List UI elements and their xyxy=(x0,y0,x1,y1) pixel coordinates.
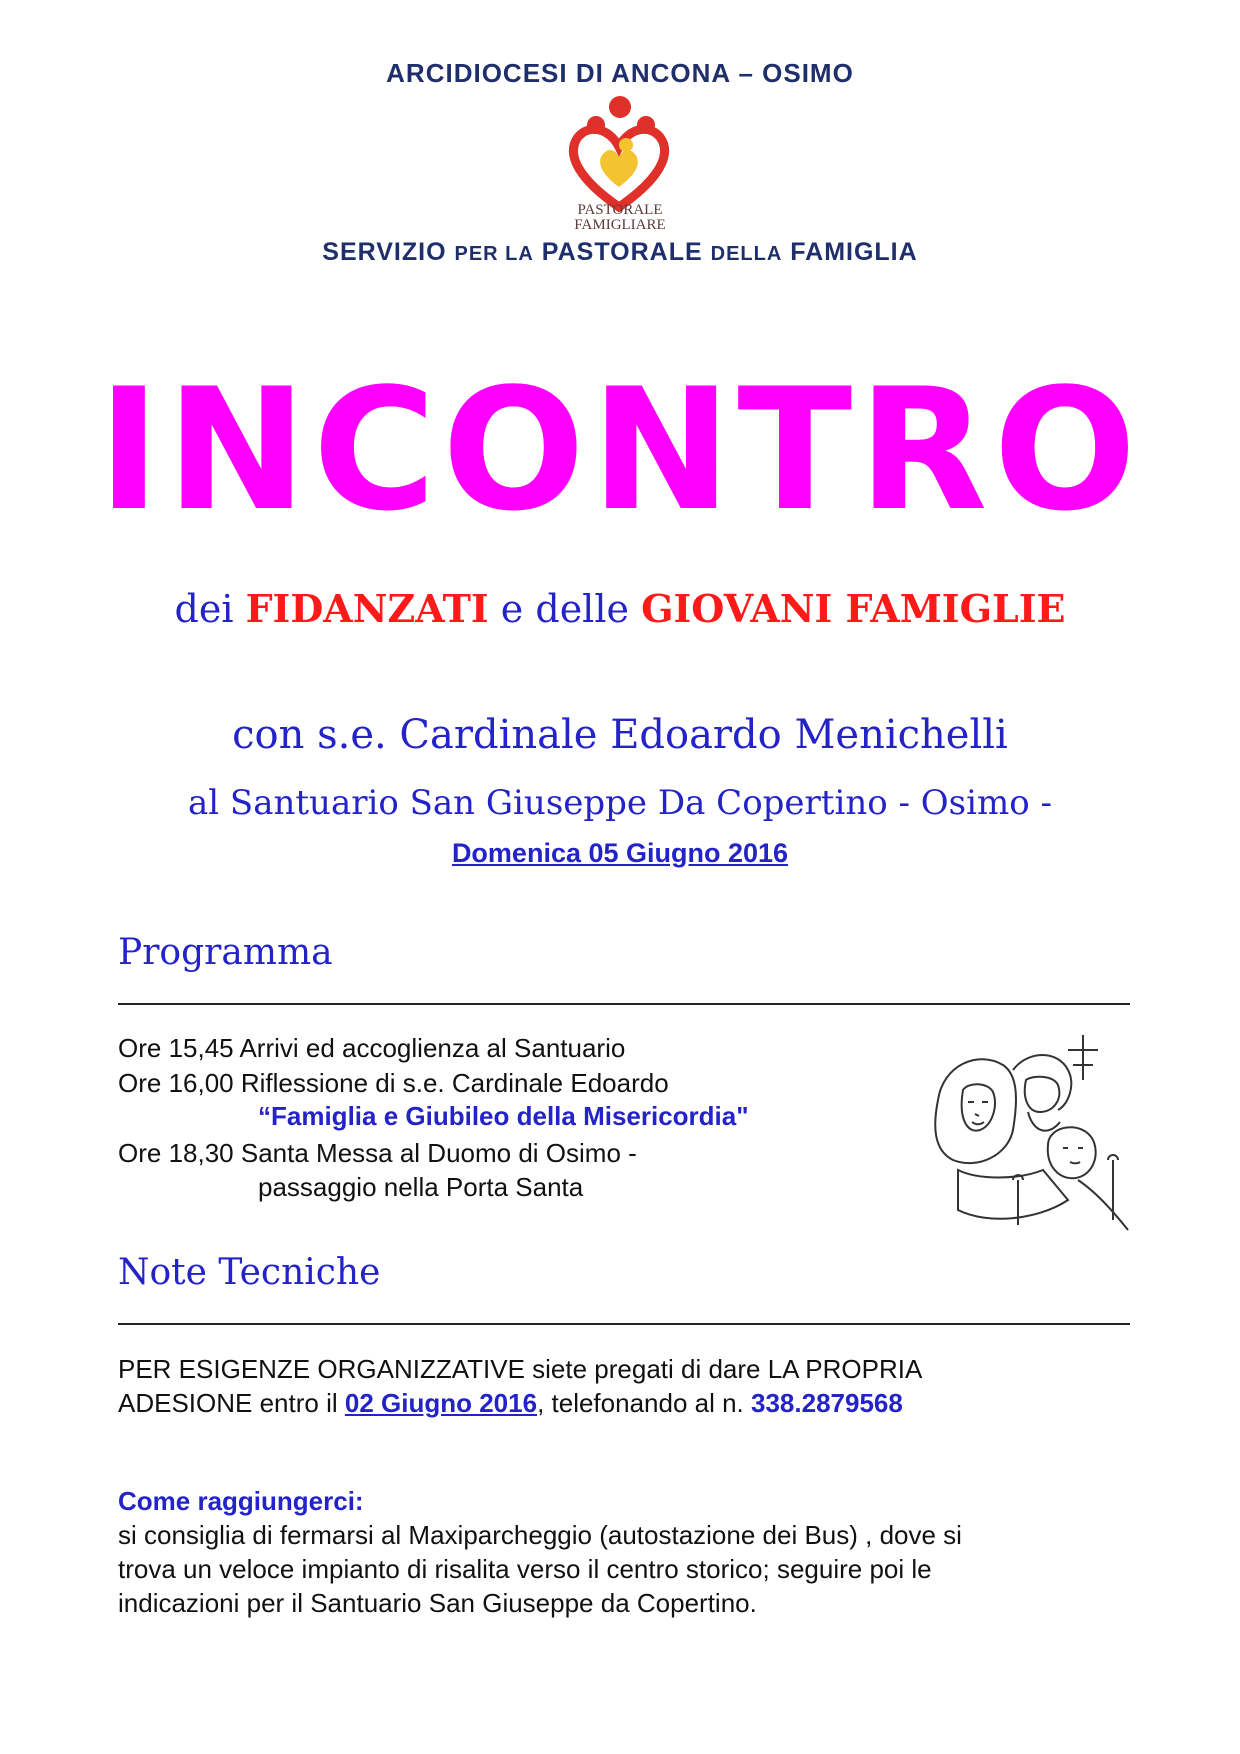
event-subtitle: dei FIDANZATI e delle GIOVANI FAMIGLIE xyxy=(174,586,1066,631)
registration-line-1: PER ESIGENZE ORGANIZZATIVE siete pregati di dare LA PROPRIA xyxy=(118,1354,923,1384)
directions-line: trova un veloce impianto di risalita verso il centro storico; seguire poi le xyxy=(118,1554,932,1584)
programma-item: Ore 18,30 Santa Messa al Duomo di Osimo - xyxy=(118,1138,637,1168)
deadline-date: 02 Giugno 2016 xyxy=(344,1388,538,1418)
holy-family-illustration xyxy=(918,1030,1148,1240)
note-tecniche-heading: Note Tecniche xyxy=(118,1252,381,1293)
service-heading: SERVIZIO PER LA PASTORALE DELLA FAMIGLIA xyxy=(322,238,918,266)
directions-line: si consiglia di fermarsi al Maxiparcheggio (autostazione dei Bus) , dove si xyxy=(118,1520,962,1550)
registration-line-2: ADESIONE entro il 02 Giugno 2016, telefonando al n. 338.2879568 xyxy=(118,1388,903,1418)
programma-heading: Programma xyxy=(118,932,333,973)
directions-line: indicazioni per il Santuario San Giuseppe da Copertino. xyxy=(118,1588,757,1618)
programma-item: passaggio nella Porta Santa xyxy=(258,1172,584,1202)
event-date: Domenica 05 Giugno 2016 xyxy=(451,838,789,868)
logo-text: PASTORALE FAMIGLIARE xyxy=(574,202,666,233)
diocese-heading: ARCIDIOCESI DI ANCONA – OSIMO xyxy=(386,58,854,88)
directions-heading: Come raggiungerci: xyxy=(118,1486,364,1516)
programma-item: Ore 15,45 Arrivi ed accoglienza al Santuario xyxy=(118,1033,626,1063)
guest-line: con s.e. Cardinale Edoardo Menichelli xyxy=(232,712,1008,758)
note-divider xyxy=(118,1323,1130,1325)
venue-line: al Santuario San Giuseppe Da Copertino - Osimo - xyxy=(187,783,1053,823)
reflection-title: “Famiglia e Giubileo della Misericordia" xyxy=(258,1101,749,1131)
event-title: INCONTRO xyxy=(97,352,1143,548)
phone-number: 338.2879568 xyxy=(751,1388,903,1418)
programma-divider xyxy=(118,1003,1130,1005)
programma-item: Ore 16,00 Riflessione di s.e. Cardinale Edoardo xyxy=(118,1068,669,1098)
